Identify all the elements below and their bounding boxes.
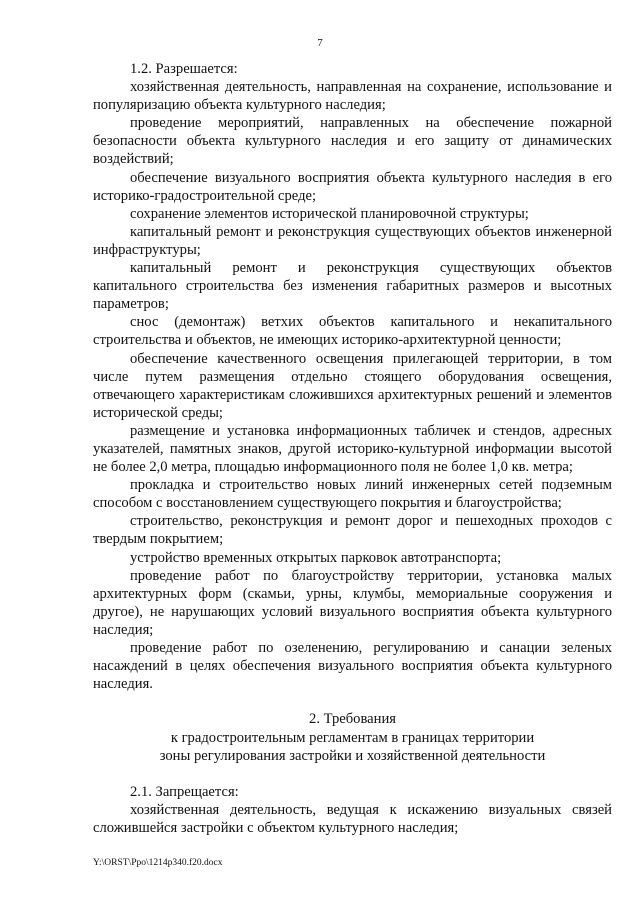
section-1-2-heading: 1.2. Разрешается: (130, 61, 238, 77)
permitted-item: капитальный ремонт и реконструкция существующих объектов капитального строительства без изменения габаритных размеров и высотных параметров; (93, 260, 612, 313)
permitted-item: проведение работ по благоустройству территории, установка малых архитектурных форм (скамьи, урны, клумбы, мемориальные сооружения и другое), не нарушающих условий визуального восприятия объекта культурного наследия; (93, 567, 612, 638)
permitted-item: проведение работ по озеленению, регулированию и санации зеленых насаждений в целях обеспечения визуального восприятия объекта культурного наследия. (93, 640, 612, 693)
permitted-item: сохранение элементов исторической планировочной структуры; (130, 205, 529, 222)
section-2-title-line-2: к градостроительным регламентам в границах территории (170, 729, 535, 746)
document-body (93, 60, 612, 837)
section-2-title-line-1: 2. Требования (309, 711, 396, 728)
permitted-item: обеспечение визуального восприятия объекта культурного наследия в его историко-градостроительной среде; (93, 169, 612, 204)
permitted-item: строительство, реконструкция и ремонт дорог и пешеходных проходов с твердым покрытием; (93, 513, 612, 548)
permitted-item: снос (демонтаж) ветхих объектов капитального и некапитального строительства и объектов, не имеющих историко-архитектурной ценности; (93, 314, 612, 349)
page-number: 7 (317, 37, 323, 49)
section-2-title-line-3: зоны регулирования застройки и хозяйственной деятельности (159, 748, 546, 765)
permitted-item: обеспечение качественного освещения прилегающей территории, в том числе путем размещения отдельно стоящего оборудования освещения, отвечающего характеристикам сложившихся архитектурных решений и элементов исторической среды; (93, 350, 612, 421)
permitted-item: размещение и установка информационных табличек и стендов, адресных указателей, памятных знаков, другой историко-культурной информации высотой не более 2,0 метра, площадью информационного поля не более 1,0 кв. метра; (93, 422, 612, 476)
permitted-item: устройство временных открытых парковок автотранспорта; (130, 549, 502, 566)
permitted-item: прокладка и строительство новых линий инженерных сетей подземным способом с восстановлением существующего покрытия и благоустройства; (93, 477, 612, 512)
permitted-item: капитальный ремонт и реконструкция существующих объектов инженерной инфраструктуры; (93, 223, 612, 258)
footer-file-path: Y:\ORST\Ppo\1214p340.f20.docx (93, 858, 223, 868)
section-2-1-heading: 2.1. Запрещается: (130, 783, 239, 800)
prohibited-item: хозяйственная деятельность, ведущая к искажению визуальных связей сложившейся застройки с объектом культурного наследия; (93, 801, 612, 836)
section-2-title (93, 710, 612, 766)
permitted-item: проведение мероприятий, направленных на обеспечение пожарной безопасности объекта культурного наследия и его защиту от динамических воздействий; (93, 115, 612, 168)
section-1-2-list (93, 78, 612, 693)
permitted-item: хозяйственная деятельность, направленная на сохранение, использование и популяризацию объекта культурного наследия; (93, 79, 612, 114)
